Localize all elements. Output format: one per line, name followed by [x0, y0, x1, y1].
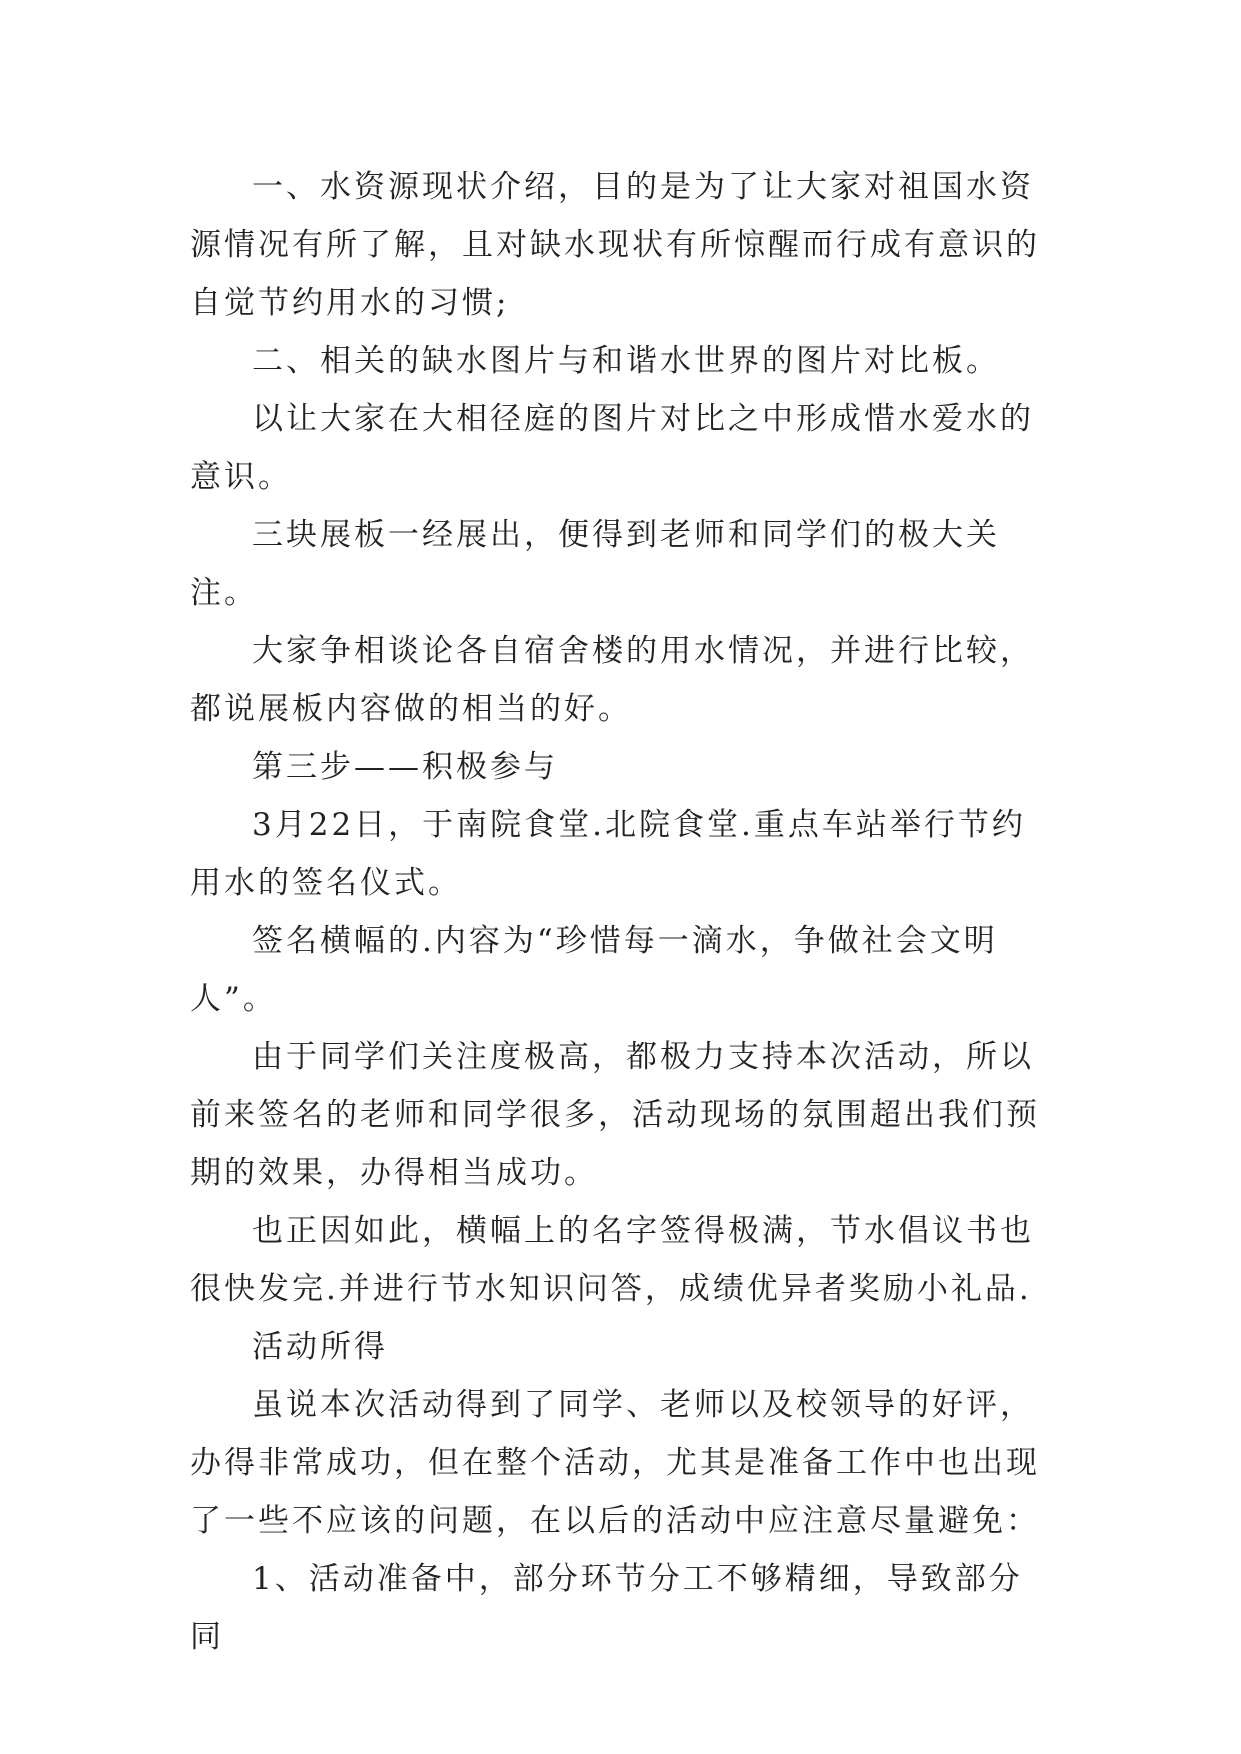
paragraph: 二、相关的缺水图片与和谐水世界的图片对比板。	[252, 343, 1000, 379]
section-heading: 活动所得	[252, 1329, 388, 1365]
paragraph: 大家争相谈论各自宿舍楼的用水情况，并进行比较，都说展板内容做的相当的好。	[190, 633, 1034, 727]
paragraph: 签名横幅的.内容为“珍惜每一滴水，争做社会文明人”。	[190, 923, 998, 1017]
section-heading: 第三步——积极参与	[252, 749, 558, 785]
paragraph: 虽说本次活动得到了同学、老师以及校领导的好评，办得非常成功，但在整个活动，尤其是准备工作中也出现了一些不应该的问题，在以后的活动中应注意尽量避免：	[190, 1387, 1040, 1539]
paragraph: 以让大家在大相径庭的图片对比之中形成惜水爱水的意识。	[190, 401, 1034, 495]
paragraph: 三块展板一经展出，便得到老师和同学们的极大关注。	[190, 517, 1000, 611]
paragraph: 一、水资源现状介绍，目的是为了让大家对祖国水资源情况有所了解，且对缺水现状有所惊醒而行成有意识的自觉节约用水的习惯;	[190, 169, 1040, 321]
paragraph: 3月22日，于南院食堂.北院食堂.重点车站举行节约用水的签名仪式。	[190, 807, 1026, 901]
paragraph: 1、活动准备中，部分环节分工不够精细，导致部分同	[190, 1561, 1023, 1655]
document-body	[190, 158, 1050, 1666]
paragraph: 由于同学们关注度极高，都极力支持本次活动，所以前来签名的老师和同学很多，活动现场的氛围超出我们预期的效果，办得相当成功。	[190, 1039, 1040, 1191]
paragraph: 也正因如此，横幅上的名字签得极满，节水倡议书也很快发完.并进行节水知识问答，成绩优异者奖励小礼品.	[190, 1213, 1034, 1307]
